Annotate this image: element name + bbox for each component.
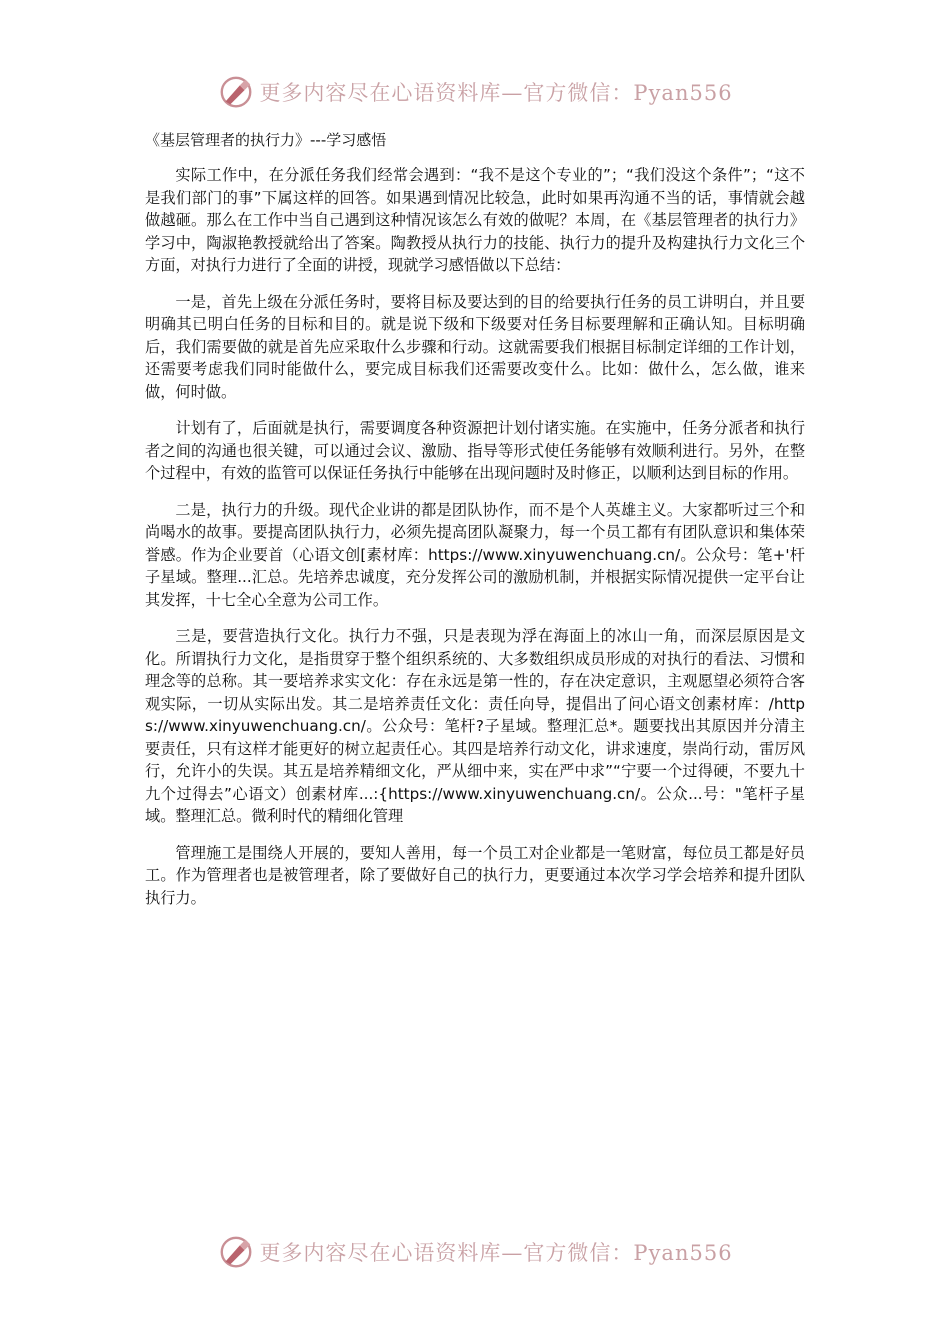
watermark-text: 更多内容尽在心语资料库—官方微信：Pyan556 (259, 81, 733, 105)
paragraph-conclusion: 管理施工是围绕人开展的，要知人善用，每一个员工对企业都是一笔财富，每位员工都是好员工。作为管理者也是被管理者，除了要做好自己的执行力，更要通过本次学习学会培养和提升团队执行力。 (145, 843, 805, 907)
watermark-banner-bottom (0, 1232, 950, 1272)
watermark-banner-top (0, 72, 950, 112)
paragraph-intro: 实际工作中，在分派任务我们经常会遇到：“我不是这个专业的”；“我们没这个条件”；“这不是我们部门的事”下属这样的回答。如果遇到情况比较急，此时如果再沟通不当的话，事情就会越做越砸。那么在工作中当自己遇到这种情况该怎么有效的做呢？本周，在《基层管理者的执行力》学习中，陶淑艳教授就给出了答案。陶教授从执行力的技能、执行力的提升及构建执行力文化三个方面，对执行力进行了全面的讲授，现就学习感悟做以下总结： (145, 166, 805, 274)
paragraph-plan-execution: 计划有了，后面就是执行，需要调度各种资源把计划付诸实施。在实施中，任务分派者和执行者之间的沟通也很关键，可以通过会议、激励、指导等形式使任务能够有效顺利进行。另外，在整个过程中，有效的监管可以保证任务执行中能够在出现问题时及时修正，以顺利达到目标的作用。 (145, 419, 805, 482)
paragraph-point-two: 二是，执行力的升级。现代企业讲的都是团队协作，而不是个人英雄主义。大家都听过三个和尚喝水的故事。要提高团队执行力，必须先提高团队凝聚力，每一个员工都有有团队意识和集体荣誉感。作为企业要首（心语文创[素材库：https://www.xinyuwenchuang.cn/。公众号：笔+'杆子星域。整理...汇总。先培养忠诚度，充分发挥公司的激励机制，并根据实际情况提供一定平台让其发挥，十七全心全意为公司工作。 (145, 500, 805, 609)
document-title: 《基层管理者的执行力》---学习感悟 (145, 131, 387, 149)
paragraph-point-three: 三是，要营造执行文化。执行力不强，只是表现为浮在海面上的冰山一角，而深层原因是文化。所谓执行力文化，是指贯穿于整个组织系统的、大多数组织成员形成的对执行的看法、习惯和理念等的总称。其一要培养求实文化：存在永远是第一性的，存在决定意识，主观愿望必须符合客观实际，一切从实际出发。其二是培养责任文化：责任向导，提倡出了问心语文创素材库：/https://www.xinyuwenchuang.cn/。公众号：笔杆?子星域。整理汇总*。题要找出其原因并分清主要责任，只有这样才能更好的树立起责任心。其四是培养行动文化，讲求速度，崇尚行动，雷厉风行，允许小的失误。其五是培养精细文化，严从细中来，实在严中求”“宁要一个过得硬，不要九十九个过得去”心语文）创素材库...:{https://www.xinyuwenchuang.cn/。公众...号："笔杆子星域。整理汇总。微利时代的精细化管理 (145, 627, 805, 825)
pen-nib-circle-icon (217, 73, 255, 111)
paragraph-point-one: 一是，首先上级在分派任务时，要将目标及要达到的目的给要执行任务的员工讲明白，并且要明确其已明白任务的目标和目的。就是说下级和下级要对任务目标要理解和正确认知。目标明确后，我们需要做的就是首先应采取什么步骤和行动。这就需要我们根据目标制定详细的工作计划，还需要考虑我们同时能做什么，要完成目标我们还需要改变什么。比如：做什么，怎么做，谁来做，何时做。 (145, 292, 805, 401)
document-body (145, 128, 805, 923)
pen-nib-circle-icon (217, 1233, 255, 1271)
watermark-text: 更多内容尽在心语资料库—官方微信：Pyan556 (259, 1241, 733, 1265)
